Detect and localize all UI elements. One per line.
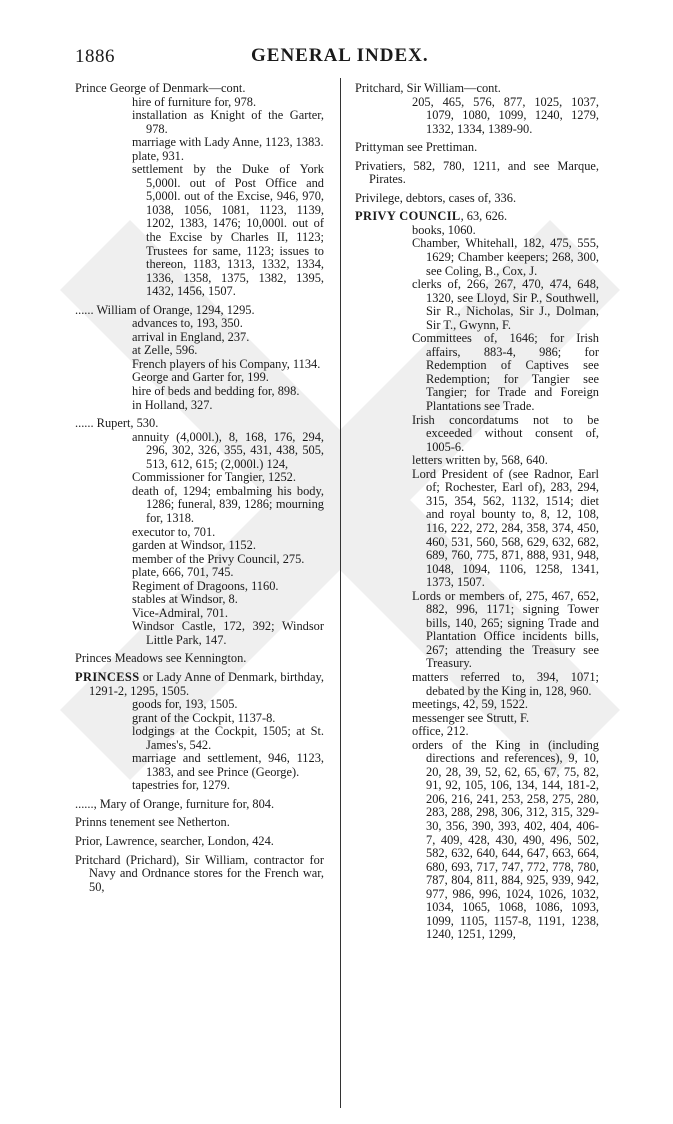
index-entry: Privatiers, 582, 780, 1211, and see Marque, Pirates. [355,158,599,187]
index-entry: Prince George of Denmark—cont. [75,81,246,95]
index-entry: Pritchard (Prichard), Sir William, contractor for Navy and Ordnance stores for the French war, 50, [75,852,324,894]
index-subentry: Commissioner for Tangier, 1252. [132,470,296,485]
index-entry: ...... Rupert, 530. [75,416,159,431]
index-entry: Prior, Lawrence, searcher, London, 424. [75,833,274,848]
index-subentry: arrival in England, 237. [132,329,250,344]
index-entry: Princes Meadows see Kennington. [75,651,247,666]
index-subentry: marriage and settlement, 946, 1123, 1383, and see Prince (George). [132,751,324,779]
index-subentry: stables at Windsor, 8. [132,592,238,607]
index-subentry: plate, 666, 701, 745. [132,565,234,580]
index-subentry: French players of his Company, 1134. [132,356,321,371]
index-subentry: goods for, 193, 1505. [132,697,238,712]
index-subentry: Regiment of Dragoons, 1160. [132,578,279,593]
index-heading-caps: PRINCESS [75,669,140,684]
index-subentry: executor to, 701. [132,524,216,539]
index-subentry: books, 1060. [412,222,476,237]
index-subentry: hire of beds and bedding for, 898. [132,384,300,399]
index-subentry: advances to, 193, 350. [132,316,243,331]
index-entry: ......, Mary of Orange, furniture for, 804. [75,796,275,811]
index-subentry: tapestries for, 1279. [132,778,230,793]
index-column-left [75,82,324,894]
index-subentry: hire of furniture for, 978. [132,94,257,109]
index-subentry: plate, 931. [132,148,184,163]
index-subentry: grant of the Cockpit, 1137-8. [132,710,276,725]
index-entry-text: or Lady Anne of Denmark, birthday, 1291-2, 1295, 1505. [89,669,324,698]
index-subentry: death of, 1294; embalming his body, 1286; funeral, 839, 1286; mourning for, 1318. [132,483,324,525]
index-subentry: Windsor Castle, 172, 392; Windsor Little Park, 147. [132,619,324,647]
index-entry: Privilege, debtors, cases of, 336. [355,190,517,205]
index-subentry: 205, 465, 576, 877, 1025, 1037, 1079, 1080, 1099, 1240, 1279, 1332, 1334, 1389-90. [412,94,599,136]
index-subentry: matters referred to, 394, 1071; debated by the King in, 128, 960. [412,669,599,698]
index-subentry: member of the Privy Council, 275. [132,551,305,566]
index-subentry: in Holland, 327. [132,397,213,412]
index-entry: Prinns tenement see Netherton. [75,815,230,830]
index-subentry: office, 212. [412,724,469,739]
index-entry [355,210,599,224]
index-subentry: Lord President of (see Radnor, Earl of; Rochester, Earl of), 283, 294, 315, 354, 562, 1132, 1514; diet and royal bounty to, 8, 12, 108, 116, 222, 272, 284, 358, 374, 450, 460, 531, 560, 568, 629, 632, 682, 689, 760, 775, 871, 888, 931, 948, 1048, 1094, 1106, 1258, 1341, 1373, 1507. [412,466,599,590]
index-entry: Prittyman see Prettiman. [355,140,478,155]
index-subentry: orders of the King in (including directions and references), 9, 10, 20, 28, 39, 52, 62, 65, 67, 75, 82, 91, 92, 105, 106, 134, 144, 181-2, 206, 216, 241, 253, 258, 275, 280, 283, 288, 298, 306, 312, 315, 329-30, 356, 390, 393, 402, 404, 406-7, 409, 428, 430, 490, 496, 502, 582, 632, 640, 644, 647, 663, 664, 680, 693, 717, 747, 772, 778, 780, 787, 804, 811, 884, 925, 939, 942, 977, 986, 996, 1024, 1026, 1032, 1034, 1065, 1068, 1086, 1093, 1099, 1105, 1157-8, 1191, 1238, 1240, 1251, 1299, [412,737,599,942]
index-subentry: Lords or members of, 275, 467, 652, 882, 996, 1171; signing Tower bills, 140, 265; signing Trade and Plantation Office incidents bills, 267; attending the Treasury see Treasury. [412,588,599,671]
index-subentry: settlement by the Duke of York 5,000l. out of Post Office and 5,000l. out of the Excise, 946, 970, 1038, 1056, 1081, 1123, 1139, 1202, 1383, 1476; 10,000l. out of the Excise by Charles II, 1123; Trustees for same, 1123; issues to thereon, 1183, 1313, 1332, 1334, 1336, 1358, 1375, 1382, 1395, 1432, 1456, 1507. [132,162,324,299]
index-subentry: George and Garter for, 199. [132,370,269,385]
index-subentry: annuity (4,000l.), 8, 168, 176, 294, 296, 302, 326, 355, 431, 438, 505, 513, 612, 615; (2,000l.) 124, [132,429,324,471]
index-entry: Pritchard, Sir William—cont. [355,81,501,95]
index-subentry: Irish concordatums not to be exceeded without consent of, 1005-6. [412,412,599,454]
index-subentry: clerks of, 266, 267, 470, 474, 648, 1320, see Lloyd, Sir P., Southwell, Sir R., Nicholas, Sir J., Dolman, Sir T., Gwynn, F. [412,277,599,332]
index-subentry: letters written by, 568, 640. [412,453,548,468]
index-subentry: installation as Knight of the Garter, 978. [132,108,324,136]
index-subentry: marriage with Lady Anne, 1123, 1383. [132,135,324,150]
index-subentry: lodgings at the Cockpit, 1505; at St. James's, 542. [132,724,324,752]
index-subentry: garden at Windsor, 1152. [132,538,256,553]
running-head: GENERAL INDEX. [251,45,429,66]
index-subentry: meetings, 42, 59, 1522. [412,697,528,712]
index-entry [75,671,324,698]
index-subentry: Chamber, Whitehall, 182, 475, 555, 1629; Chamber keepers; 268, 300, see Coling, B., Cox, J. [412,236,599,278]
index-entry-text: , 63, 626. [460,209,508,224]
page-number: 1886 [75,46,115,67]
index-column-right [355,82,599,942]
index-subentry: Vice-Admiral, 701. [132,605,228,620]
index-entry: ...... William of Orange, 1294, 1295. [75,302,255,317]
index-subentry: at Zelle, 596. [132,343,198,358]
index-subentry: messenger see Strutt, F. [412,710,530,725]
index-subentry: Committees of, 1646; for Irish affairs, 883-4, 986; for Redemption of Captives see Redemption; for Tangier see Tangier; for Trade and Foreign Plantations see Trade. [412,331,599,414]
index-heading-caps: PRIVY COUNCIL [355,209,461,224]
